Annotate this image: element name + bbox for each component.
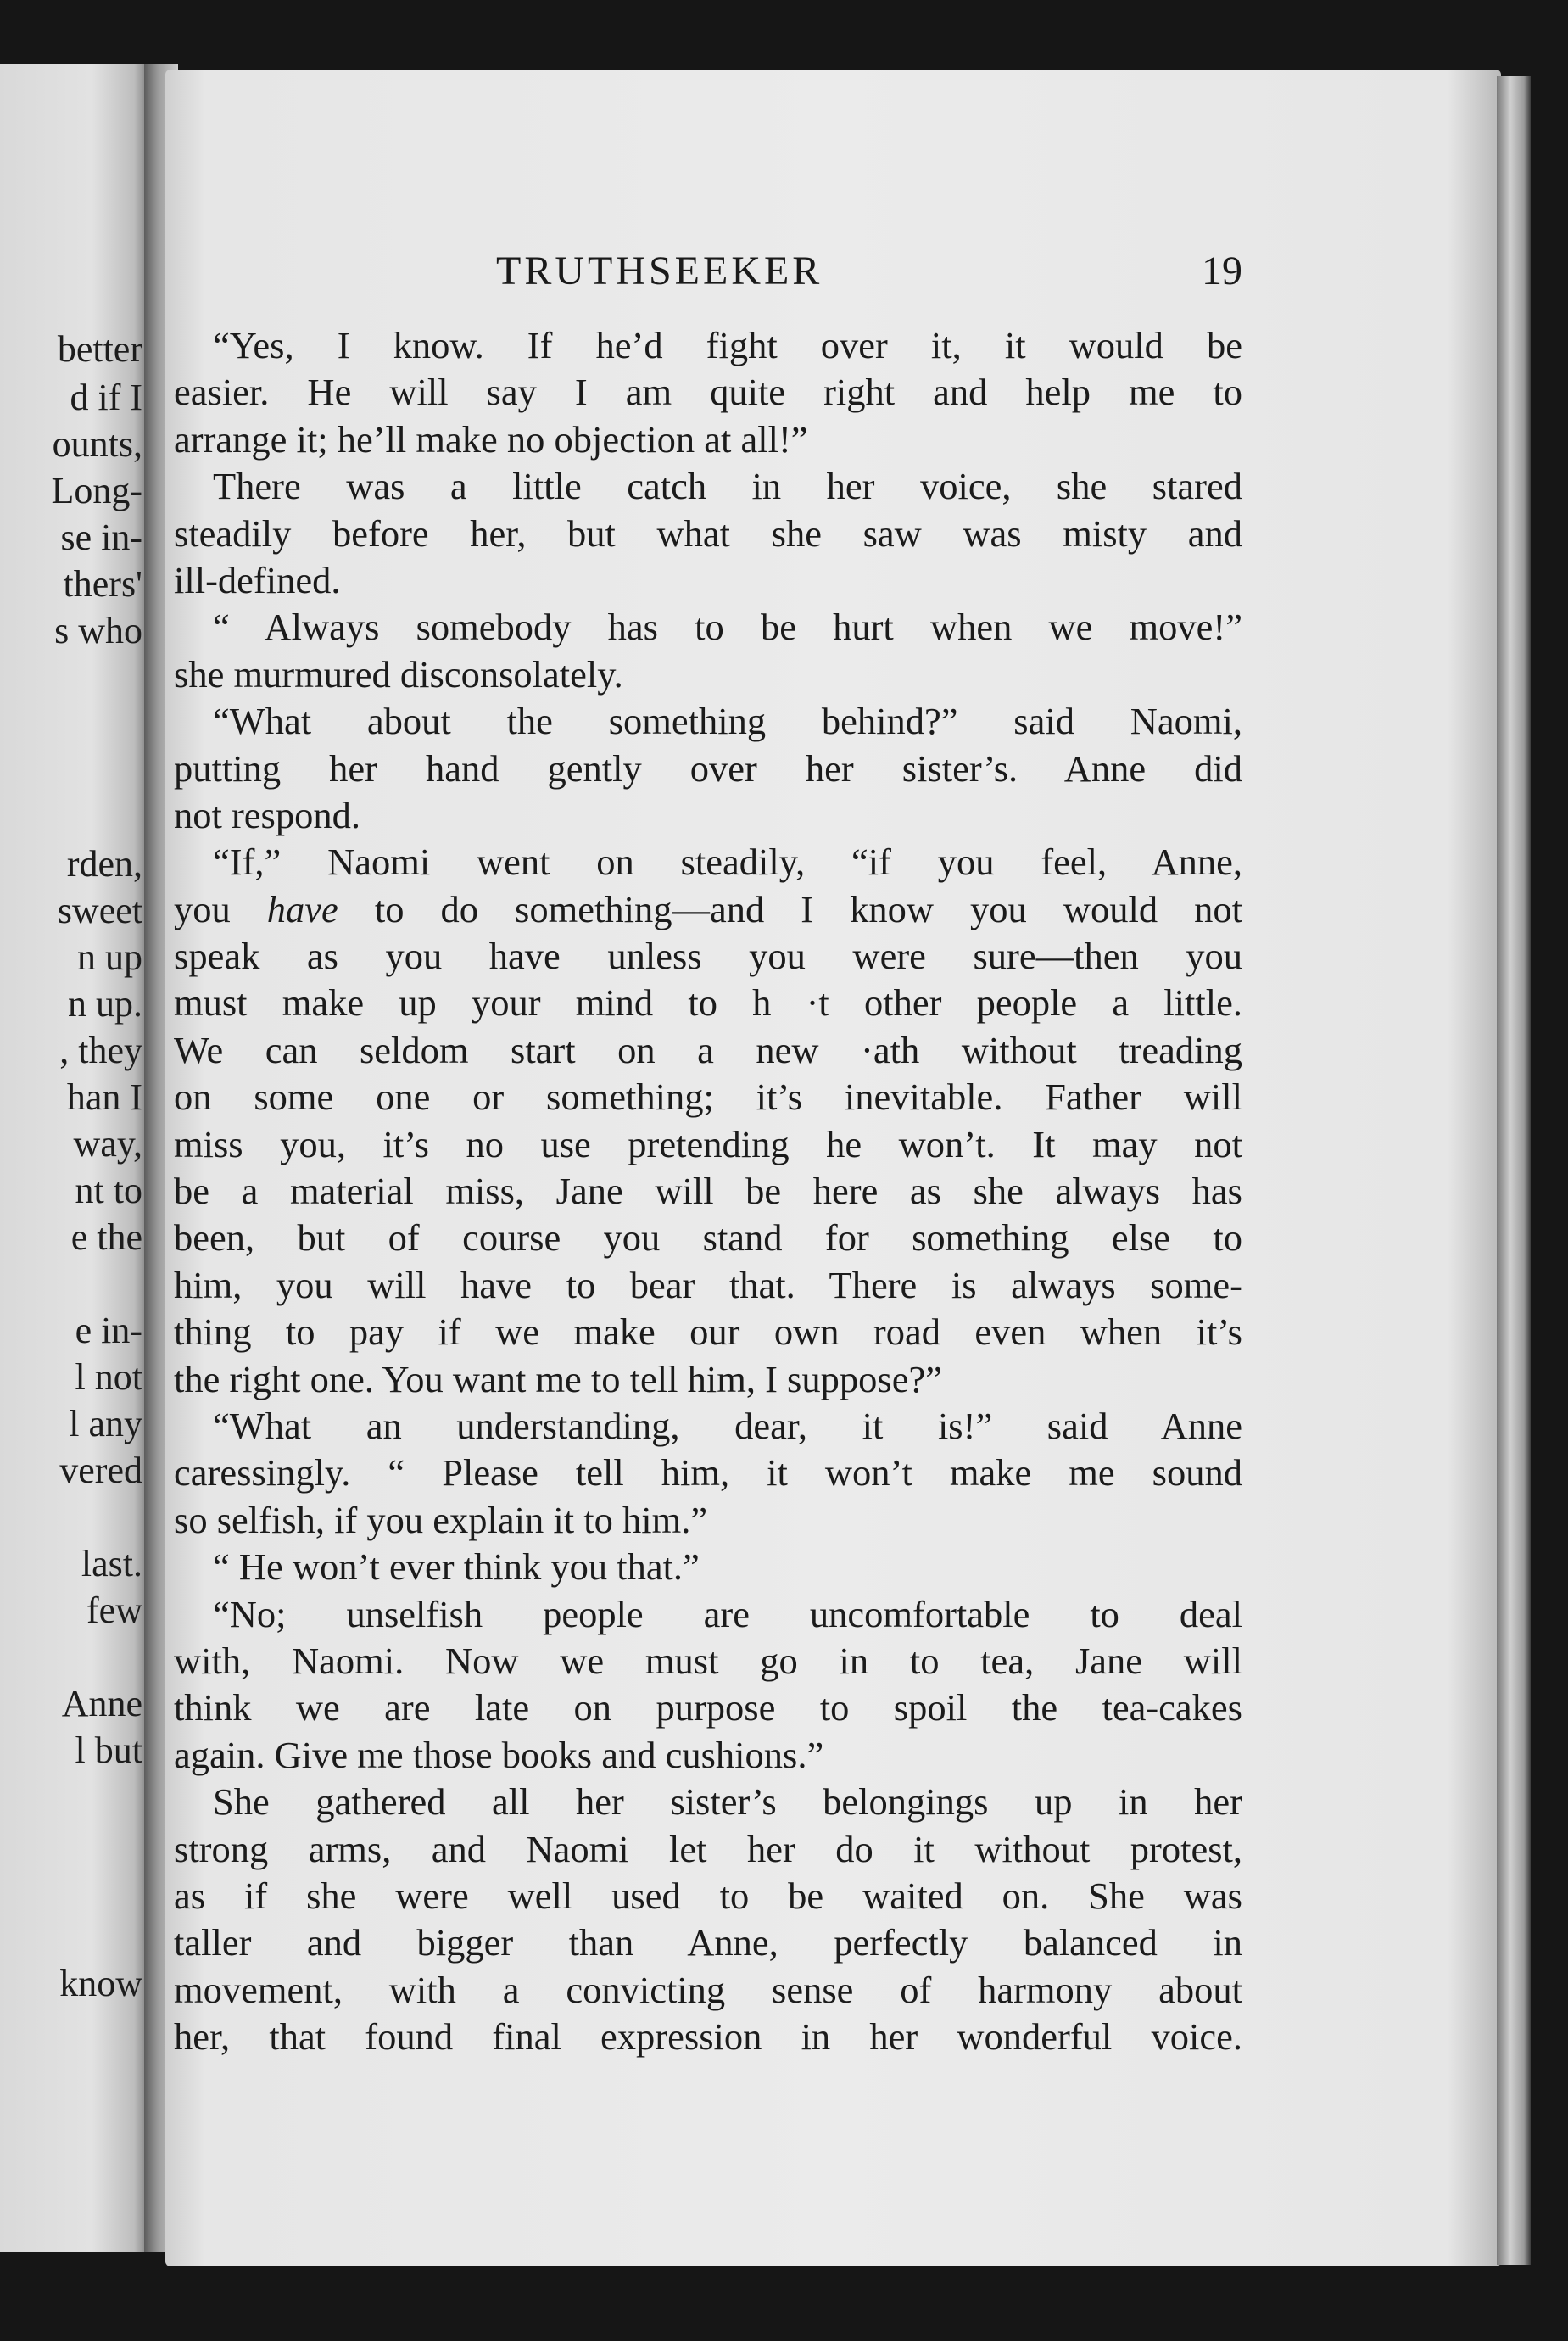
text-line: putting her hand gently over her sister’s. Anne did	[174, 746, 1242, 790]
page-stack-edge	[1497, 76, 1531, 2265]
text-line: miss you, it’s no use pretending he won’t. It may not	[174, 1122, 1242, 1165]
text-line: “What about the something behind?” said Naomi,	[213, 700, 1242, 743]
text-line: she murmured disconsolately.	[174, 652, 623, 696]
facing-page-edge	[0, 64, 153, 2252]
text-line: “Yes, I know. If he’d fight over it, it would be	[213, 324, 1242, 366]
text-line: arrange it; he’ll make no objection at all!”	[174, 417, 808, 461]
text-line: you have to do something—and I know you would not	[174, 887, 1243, 930]
facing-page-fragment: nt to	[75, 1170, 142, 1211]
text-line: speak as you have unless you were sure—then you	[174, 935, 1242, 978]
facing-page-fragment: last.	[81, 1543, 142, 1584]
facing-page-fragment: vered	[59, 1450, 142, 1491]
facing-page-fragment: Long-	[51, 470, 142, 511]
facing-page-fragment: l any	[69, 1403, 142, 1444]
emphasis: have	[266, 887, 338, 930]
body-text	[174, 322, 1242, 2060]
facing-page-fragment: e the	[70, 1216, 142, 1258]
facing-page-fragment: sweet	[57, 890, 142, 931]
text-line: the right one. You want me to tell him, I suppose?”	[174, 1357, 942, 1400]
text-line: think we are late on purpose to spoil the tea-cakes	[174, 1686, 1242, 1729]
facing-page-fragment: way,	[73, 1123, 142, 1165]
text-line: “ Always somebody has to be hurt when we move!”	[213, 606, 1242, 649]
text-line: “What an understanding, dear, it is!” said Anne	[213, 1404, 1242, 1447]
text-line: him, you will have to bear that. There is always some-	[174, 1263, 1242, 1306]
text-line: “If,” Naomi went on steadily, “if you feel, Anne,	[213, 841, 1242, 884]
text-line: easier. He will say I am quite right and help me to	[174, 371, 1242, 414]
facing-page-fragment: few	[86, 1590, 142, 1631]
facing-page-fragment: know	[59, 1963, 142, 2004]
text-line: as if she were well used to be waited on. She was	[174, 1874, 1242, 1917]
facing-page-fragment: , they	[59, 1030, 142, 1071]
text-line: caressingly. “ Please tell him, it won’t make me sound	[174, 1451, 1242, 1495]
text-line: must make up your mind to h ·t other people a little.	[174, 981, 1242, 1025]
text-line: There was a little catch in her voice, she stared	[213, 465, 1242, 508]
facing-page-fragment: e in-	[75, 1310, 142, 1351]
running-header	[165, 248, 1242, 299]
text-line: been, but of course you stand for something else to	[174, 1216, 1242, 1260]
page-number: 19	[1202, 249, 1242, 293]
text-line: not respond.	[174, 793, 361, 836]
text-line: “ He won’t ever think you that.”	[213, 1545, 700, 1589]
text-line: taller and bigger than Anne, perfectly balanced in	[174, 1921, 1242, 1964]
facing-page-fragment: han I	[66, 1076, 142, 1118]
text-line: thing to pay if we make our own road even when it’s	[174, 1310, 1242, 1354]
facing-page-fragment: better	[57, 328, 142, 370]
running-title: TRUTHSEEKER	[496, 249, 823, 293]
text-line: “No; unselfish people are uncomfortable to deal	[213, 1592, 1242, 1635]
facing-page-fragment: thers'	[63, 563, 142, 605]
facing-page-fragment: Anne	[61, 1683, 142, 1724]
text-line: again. Give me those books and cushions.”	[174, 1733, 824, 1776]
text-line: on some one or something; it’s inevitable. Father will	[174, 1076, 1242, 1119]
facing-page-fragment: n up.	[68, 983, 142, 1025]
text-line: with, Naomi. Now we must go in to tea, Jane will	[174, 1639, 1242, 1682]
text-line: so selfish, if you explain it to him.”	[174, 1498, 708, 1541]
text-line: She gathered all her sister’s belongings up in her	[213, 1780, 1242, 1824]
text-line: strong arms, and Naomi let her do it without protest,	[174, 1827, 1242, 1870]
facing-page-fragment: s who	[54, 610, 142, 651]
facing-page-fragment: d if I	[70, 377, 142, 418]
text-line: movement, with a convicting sense of harmony about	[174, 1968, 1242, 2011]
facing-page-fragment: ounts,	[52, 423, 142, 465]
text-line: her, that found final expression in her wonderful voice.	[174, 2015, 1242, 2059]
text-line: be a material miss, Jane will be here as she always has	[174, 1170, 1242, 1213]
text-line: steadily before her, but what she saw was misty and	[174, 511, 1242, 555]
facing-page-fragment: se in-	[60, 517, 142, 558]
text-line: ill-defined.	[174, 558, 341, 601]
facing-page-fragment: n up	[77, 936, 142, 978]
facing-page-fragment: l but	[75, 1729, 142, 1771]
facing-page-fragment: rden,	[66, 843, 142, 885]
text-line: We can seldom start on a new ·ath without treading	[174, 1028, 1242, 1071]
facing-page-fragment: l not	[75, 1356, 142, 1398]
